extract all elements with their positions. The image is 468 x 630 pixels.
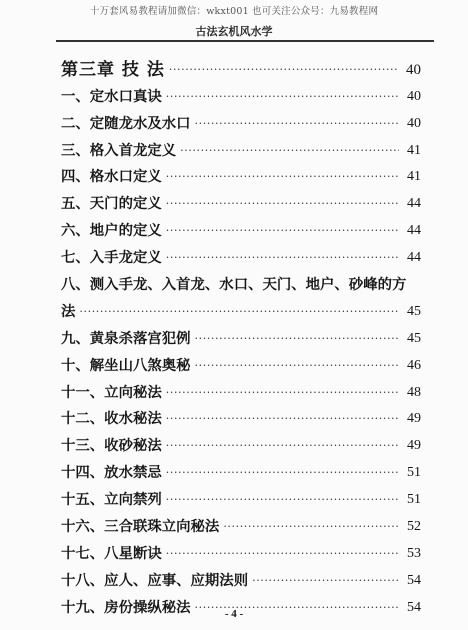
dot-leader (166, 544, 399, 564)
running-header-title: 古法玄机风水学 (195, 25, 273, 38)
toc-entry (61, 268, 421, 322)
toc-page-number: 41 (407, 142, 421, 158)
dot-leader (166, 463, 399, 483)
dot-leader (166, 87, 399, 107)
header-rule (56, 40, 434, 42)
dot-leader (166, 194, 399, 214)
toc-entry-title: 十六、三合联珠立向秘法 (61, 519, 220, 536)
dot-leader (223, 517, 399, 537)
toc-page-number: 41 (407, 169, 421, 185)
toc-entry-title: 十三、收砂秘法 (61, 438, 162, 455)
dot-leader (195, 356, 399, 376)
toc-entry-title: 十二、收水秘法 (61, 411, 162, 428)
toc-entry (61, 429, 421, 456)
toc-page-number: 49 (407, 438, 421, 454)
toc-page-number: 40 (406, 61, 421, 78)
dot-leader (195, 329, 399, 349)
toc-page-number: 53 (407, 545, 421, 561)
dot-leader (252, 571, 399, 591)
toc-chapter-heading (61, 53, 421, 80)
toc-entry-title: 八、测入手龙、入首龙、水口、天门、地户、砂峰的方 (61, 277, 407, 294)
toc-entry-title: 五、天门的定义 (61, 196, 162, 213)
toc-entry (61, 510, 421, 537)
dot-leader (79, 302, 399, 322)
dot-leader (166, 167, 399, 187)
toc-entry (61, 537, 421, 564)
toc-page-number: 44 (407, 223, 421, 239)
toc-page-number: 49 (407, 411, 421, 427)
dot-leader (166, 248, 399, 268)
toc-page-number: 40 (407, 88, 421, 104)
toc-entry (61, 80, 421, 107)
toc-page-number: 44 (407, 196, 421, 212)
toc-page-number: 48 (407, 384, 421, 400)
toc-entry-title: 十八、应人、应事、应期法则 (61, 572, 249, 589)
toc-entry (61, 241, 421, 268)
toc-entry (61, 564, 421, 591)
toc-page-number: 52 (407, 519, 421, 535)
toc-page-number: 45 (407, 330, 421, 346)
toc-entry-title-continuation: 法 (61, 303, 76, 320)
dot-leader (166, 409, 399, 429)
toc-page-number: 44 (407, 250, 421, 266)
toc-entry-title: 十七、八星断诀 (61, 545, 162, 562)
page-number: - 4 - (224, 608, 244, 620)
toc-entry-title: 四、格水口定义 (61, 169, 162, 186)
dot-leader (166, 221, 399, 241)
chapter-title: 第三章 技 法 (61, 59, 165, 80)
dot-leader (166, 490, 399, 510)
toc-entry-title: 三、格入首龙定义 (61, 142, 177, 159)
toc-entry (61, 134, 421, 161)
toc-page-number: 54 (407, 599, 421, 615)
toc-entry (61, 107, 421, 134)
toc-entry-title: 十、解坐山八煞奥秘 (61, 357, 191, 374)
toc-entry-title: 十四、放水禁忌 (61, 465, 162, 482)
toc-entry-title: 十五、立向禁列 (61, 492, 162, 509)
toc-entry-title: 二、定随龙水及水口 (61, 115, 191, 132)
toc-entry (61, 483, 421, 510)
toc-entry-title: 十一、立向秘法 (61, 384, 162, 401)
toc-entry (61, 161, 421, 188)
toc-entry-title: 七、入手龙定义 (61, 250, 162, 267)
toc-entry-title: 十九、房份操纵秘法 (61, 599, 191, 616)
toc-entry (61, 349, 421, 376)
dot-leader (195, 114, 399, 134)
watermark-text: 十万套风易教程请加微信：wkxt001 也可关注公众号：九易教程网 (89, 6, 379, 17)
toc-entry (61, 214, 421, 241)
toc-entry (61, 376, 421, 403)
toc-page-number: 40 (407, 115, 421, 131)
dot-leader (180, 141, 399, 161)
toc-entry-title: 九、黄泉杀落宫犯例 (61, 330, 191, 347)
toc-page-number: 51 (407, 465, 421, 481)
toc-page-number: 46 (407, 357, 421, 373)
toc-entry (61, 456, 421, 483)
toc-entry-title: 六、地户的定义 (61, 223, 162, 240)
dot-leader (166, 436, 399, 456)
table-of-contents (61, 53, 421, 618)
toc-entry (61, 322, 421, 349)
toc-page-number: 51 (407, 492, 421, 508)
dot-leader (166, 383, 399, 403)
dot-leader (169, 60, 399, 80)
toc-page-number: 45 (407, 303, 421, 319)
toc-page-number: 54 (407, 572, 421, 588)
toc-entry (61, 187, 421, 214)
toc-entry (61, 403, 421, 430)
toc-entry-title: 一、定水口真诀 (61, 88, 162, 105)
